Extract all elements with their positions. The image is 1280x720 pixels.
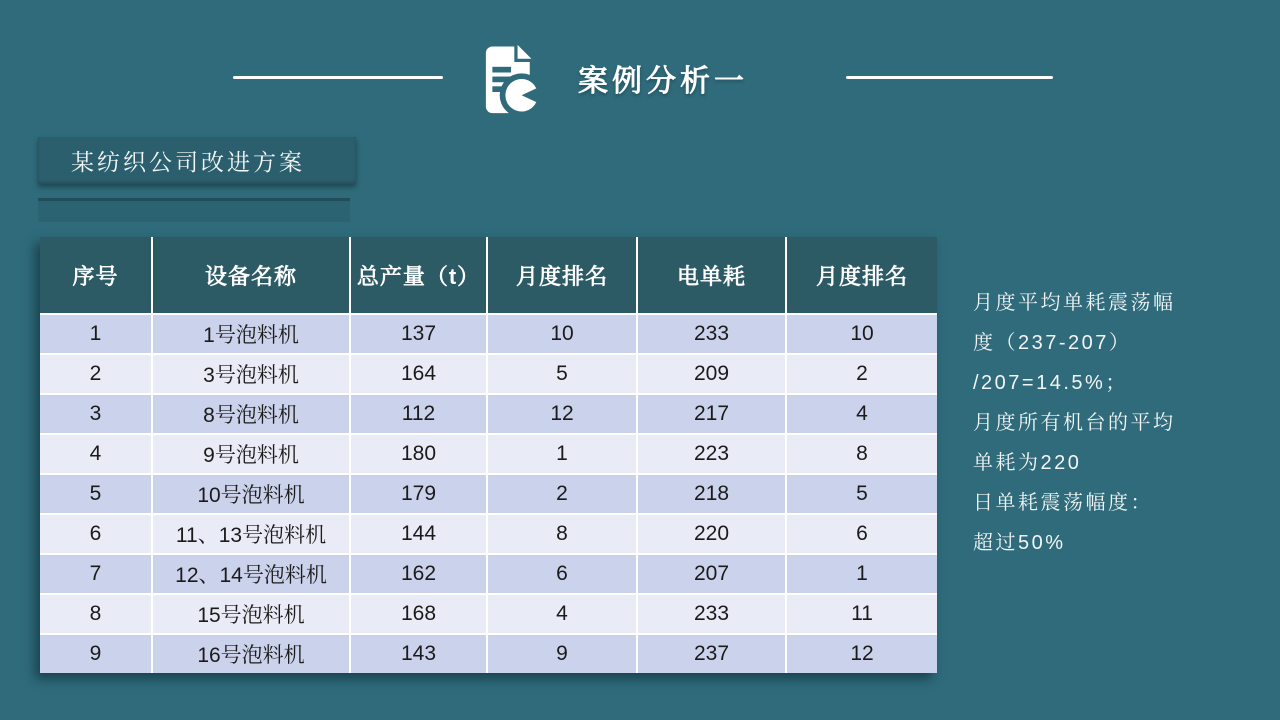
cell-consumption: 209 (637, 354, 786, 394)
cell-output: 168 (350, 594, 487, 634)
cell-consumption-rank: 4 (786, 394, 937, 434)
cell-consumption-rank: 10 (786, 314, 937, 354)
cell-consumption-rank: 1 (786, 554, 937, 594)
cell-consumption: 207 (637, 554, 786, 594)
analysis-note-line: 日单耗震荡幅度： (973, 492, 1153, 514)
cell-consumption: 218 (637, 474, 786, 514)
cell-equipment: 1号泡料机 (152, 314, 350, 354)
cell-output-rank: 9 (487, 634, 637, 673)
cell-equipment: 8号泡料机 (152, 394, 350, 434)
cell-serial: 9 (40, 634, 152, 673)
cell-output: 162 (350, 554, 487, 594)
cell-serial: 1 (40, 314, 152, 354)
header-serial-number: 序号 (40, 237, 152, 314)
cell-output: 179 (350, 474, 487, 514)
cell-consumption: 237 (637, 634, 786, 673)
cell-consumption: 220 (637, 514, 786, 554)
cell-output: 180 (350, 434, 487, 474)
header-monthly-rank-output: 月度排名 (487, 237, 637, 314)
cell-output-rank: 8 (487, 514, 637, 554)
cell-consumption-rank: 5 (786, 474, 937, 514)
table-row (40, 514, 937, 554)
cell-equipment: 10号泡料机 (152, 474, 350, 514)
document-pie-chart-icon (468, 40, 546, 118)
cell-output-rank: 4 (487, 594, 637, 634)
analysis-note-line: /207=14.5%； (973, 372, 1128, 394)
cell-output: 144 (350, 514, 487, 554)
table-row (40, 634, 937, 673)
cell-consumption: 233 (637, 314, 786, 354)
cell-serial: 5 (40, 474, 152, 514)
cell-serial: 8 (40, 594, 152, 634)
header-monthly-rank-consumption: 月度排名 (786, 237, 937, 314)
table-row (40, 474, 937, 514)
analysis-note-line: 度（237-207） (973, 332, 1132, 354)
subtitle-echo-bar (38, 198, 350, 222)
cell-consumption: 223 (637, 434, 786, 474)
analysis-note-line: 月度所有机台的平均 (973, 412, 1176, 434)
table-row (40, 314, 937, 354)
cell-output: 143 (350, 634, 487, 673)
table-row (40, 394, 937, 434)
title-divider-right (846, 76, 1053, 79)
cell-output-rank: 10 (487, 314, 637, 354)
cell-consumption-rank: 11 (786, 594, 937, 634)
cell-consumption-rank: 2 (786, 354, 937, 394)
analysis-note-line: 单耗为220 (973, 452, 1082, 474)
cell-consumption-rank: 6 (786, 514, 937, 554)
cell-equipment: 3号泡料机 (152, 354, 350, 394)
analysis-note-line: 月度平均单耗震荡幅 (973, 292, 1176, 314)
table-row (40, 434, 937, 474)
cell-serial: 4 (40, 434, 152, 474)
analysis-notes (973, 283, 1258, 563)
table-row (40, 354, 937, 394)
cell-serial: 7 (40, 554, 152, 594)
cell-serial: 3 (40, 394, 152, 434)
cell-output-rank: 12 (487, 394, 637, 434)
cell-consumption: 217 (637, 394, 786, 434)
table-header-row (40, 237, 937, 314)
cell-output-rank: 2 (487, 474, 637, 514)
cell-equipment: 12、14号泡料机 (152, 554, 350, 594)
cell-equipment: 9号泡料机 (152, 434, 350, 474)
cell-output-rank: 5 (487, 354, 637, 394)
cell-consumption: 233 (637, 594, 786, 634)
table-row (40, 594, 937, 634)
page-title: 案例分析一 (578, 65, 748, 98)
cell-equipment: 16号泡料机 (152, 634, 350, 673)
cell-output: 137 (350, 314, 487, 354)
cell-consumption-rank: 12 (786, 634, 937, 673)
title-divider-left (233, 76, 443, 79)
header-equipment-name: 设备名称 (152, 237, 350, 314)
cell-output: 112 (350, 394, 487, 434)
header-electricity-consumption: 电单耗 (637, 237, 786, 314)
subtitle-label: 某纺织公司改进方案 (71, 149, 305, 175)
cell-serial: 6 (40, 514, 152, 554)
subtitle-box (38, 137, 356, 184)
equipment-consumption-table (40, 237, 937, 673)
header-total-output: 总产量（t） (350, 237, 487, 314)
cell-serial: 2 (40, 354, 152, 394)
cell-equipment: 15号泡料机 (152, 594, 350, 634)
cell-output: 164 (350, 354, 487, 394)
cell-output-rank: 1 (487, 434, 637, 474)
cell-equipment: 11、13号泡料机 (152, 514, 350, 554)
analysis-note-line: 超过50% (973, 532, 1066, 554)
table-row (40, 554, 937, 594)
cell-consumption-rank: 8 (786, 434, 937, 474)
cell-output-rank: 6 (487, 554, 637, 594)
